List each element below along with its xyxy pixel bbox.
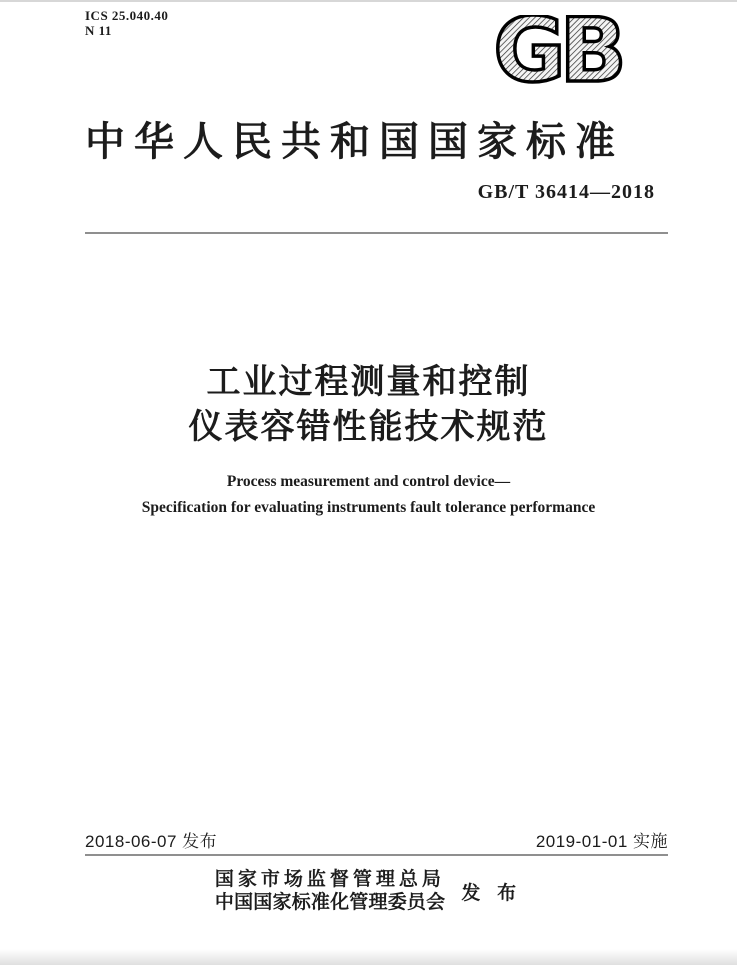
implementation-date: 2019-01-01 实施: [535, 832, 668, 851]
header-rule: [85, 232, 668, 234]
release-label: 发 布: [461, 882, 523, 904]
standard-code: GB/T 36414—2018: [477, 181, 655, 203]
ics-code: ICS 25.040.40: [85, 8, 169, 23]
issue-date: 2018-06-07 发布: [85, 832, 218, 851]
dates-row: [85, 827, 668, 852]
page-top-edge: [0, 0, 737, 2]
gb-logo-text: GB: [493, 15, 621, 95]
standard-title-english: [0, 469, 737, 521]
page-bottom-edge: [0, 949, 737, 965]
gb-logo-icon: [486, 15, 628, 95]
publisher-line2: 中国国家标准化管理委员会: [214, 892, 446, 913]
title-en-line2: Specification for evaluating instruments fault tolerance performance: [141, 499, 596, 516]
footer-rule: [85, 854, 668, 856]
ics-classification: [85, 8, 168, 38]
title-cn-line1: 工业过程测量和控制: [206, 363, 531, 401]
title-cn-line2: 仪表容错性能技术规范: [188, 408, 549, 446]
publisher-block: [0, 868, 737, 914]
publisher-line1: 国家市场监督管理总局: [214, 869, 445, 890]
national-standard-heading: 中华人民共和国国家标准: [85, 119, 624, 164]
standard-title-chinese: [0, 360, 737, 450]
publisher-names: [215, 868, 445, 914]
title-en-line1: Process measurement and control device—: [226, 473, 511, 490]
ics-category: N 11: [85, 23, 112, 38]
